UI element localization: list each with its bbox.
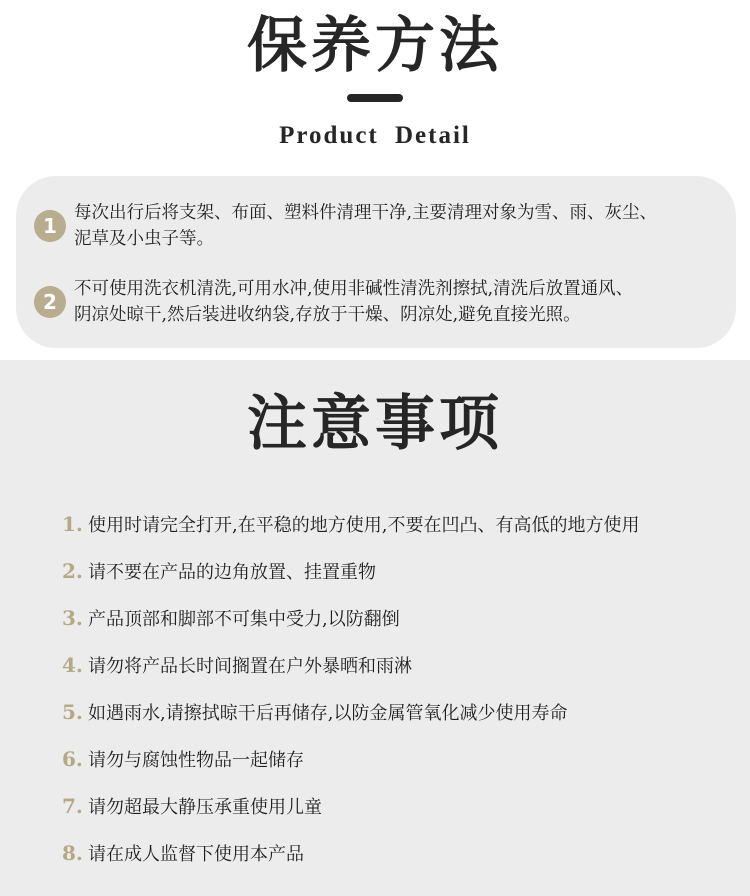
note-number: 6. <box>62 747 83 772</box>
note-text: 请勿与腐蚀性物品一起储存 <box>88 750 304 772</box>
note-text: 产品顶部和脚部不可集中受力,以防翻倒 <box>88 608 400 630</box>
note-text: 请在成人监督下使用本产品 <box>88 844 304 866</box>
note-item <box>62 735 742 782</box>
notes-title: 注意事项 <box>247 389 503 459</box>
note-text: 使用时请完全打开,在平稳的地方使用,不要在凹凸、有高低的地方使用 <box>88 514 640 536</box>
note-number: 1. <box>62 511 83 536</box>
notes-list <box>62 500 742 877</box>
note-text: 如遇雨水,请擦拭晾干后再储存,以防金属管氧化减少使用寿命 <box>88 702 568 724</box>
note-number: 7. <box>62 794 83 819</box>
note-item <box>62 830 742 877</box>
note-item <box>62 594 742 641</box>
title-divider <box>347 94 403 102</box>
note-number: 5. <box>62 699 83 724</box>
note-item <box>62 641 742 688</box>
care-item-text: 不可使用洗衣机清洗,可用水冲,使用非碱性清洗剂擦拭,清洗后放置通风、 阴凉处晾干,然后装进收纳袋,存放于干燥、阴凉处,避免直接光照。 <box>74 279 634 325</box>
care-card <box>16 176 736 348</box>
care-item <box>34 276 734 336</box>
care-subtitle: Product Detail <box>279 122 471 149</box>
note-item <box>62 688 742 735</box>
note-text: 请勿超最大静压承重使用儿童 <box>88 797 322 819</box>
note-text: 请不要在产品的边角放置、挂置重物 <box>88 561 376 583</box>
care-item-text: 每次出行后将支架、布面、塑料件清理干净,主要清理对象为雪、雨、灰尘、 泥草及小虫子等。 <box>74 203 658 249</box>
note-number: 3. <box>62 605 83 630</box>
number-badge: 1 <box>34 210 66 242</box>
care-title: 保养方法 <box>247 11 503 81</box>
note-text: 请勿将产品长时间搁置在户外暴晒和雨淋 <box>88 655 412 677</box>
note-number: 4. <box>62 652 83 677</box>
notes-section <box>0 360 750 896</box>
note-number: 8. <box>62 841 83 866</box>
care-item <box>34 200 734 260</box>
note-item <box>62 783 742 830</box>
number-badge: 2 <box>34 286 66 318</box>
note-item <box>62 500 742 547</box>
care-section <box>0 0 750 360</box>
note-number: 2. <box>62 558 83 583</box>
note-item <box>62 547 742 594</box>
